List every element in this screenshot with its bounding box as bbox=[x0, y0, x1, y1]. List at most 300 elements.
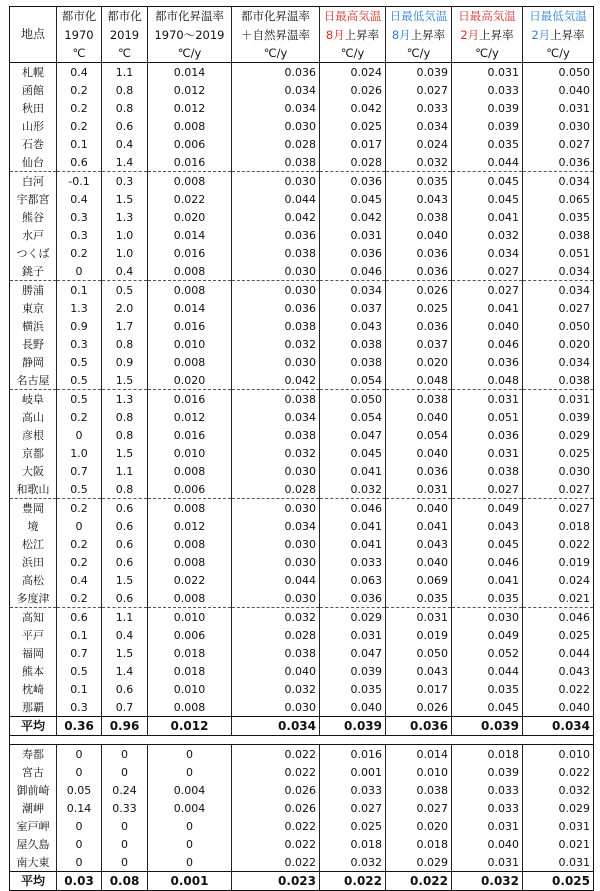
cell-urban-2019: 0.24 bbox=[102, 781, 148, 799]
cell-urban-1970: 0 bbox=[57, 262, 102, 281]
cell-aug-min-rate: 0.040 bbox=[386, 499, 452, 518]
header-col8-line2 bbox=[452, 26, 523, 44]
cell-aug-max-rate: 0.022 bbox=[320, 872, 386, 891]
cell-feb-max-rate: 0.033 bbox=[452, 81, 523, 99]
temperature-table-sheet bbox=[9, 6, 593, 891]
cell-place: 彦根 bbox=[22, 428, 44, 442]
cell-place: つくば bbox=[16, 246, 50, 260]
cell-feb-min-rate: 0.025 bbox=[523, 872, 594, 891]
cell-aug-min-rate: 0.035 bbox=[386, 172, 452, 191]
header-col2-line2: 1970 bbox=[57, 26, 102, 44]
table-row bbox=[10, 745, 594, 764]
table-row bbox=[10, 153, 594, 172]
header-col5-line2: ＋自然昇温率 bbox=[232, 26, 320, 44]
cell-urban-plus-natural-rate: 0.042 bbox=[232, 208, 320, 226]
cell-feb-min-rate: 0.019 bbox=[523, 553, 594, 571]
cell-urban-plus-natural-rate: 0.034 bbox=[232, 517, 320, 535]
cell-urban-1970: 0.2 bbox=[57, 589, 102, 608]
cell-aug-max-rate: 0.036 bbox=[320, 244, 386, 262]
cell-feb-min-rate: 0.025 bbox=[523, 626, 594, 644]
cell-urban-2019: 1.4 bbox=[102, 662, 148, 680]
cell-urban-1970: 0.2 bbox=[57, 499, 102, 518]
cell-feb-min-rate: 0.034 bbox=[523, 353, 594, 371]
table-row bbox=[10, 172, 594, 191]
cell-aug-max-rate: 0.042 bbox=[320, 208, 386, 226]
cell-urban-rate: 0.008 bbox=[148, 462, 232, 480]
cell-feb-min-rate: 0.046 bbox=[523, 608, 594, 627]
cell-aug-min-rate: 0.031 bbox=[386, 608, 452, 627]
cell-urban-plus-natural-rate: 0.030 bbox=[232, 462, 320, 480]
cell-place: 多度津 bbox=[16, 591, 50, 605]
cell-feb-min-rate: 0.024 bbox=[523, 571, 594, 589]
cell-place: 豊岡 bbox=[10, 499, 57, 518]
header-col9-unit: ℃/y bbox=[523, 44, 594, 63]
cell-aug-max-rate: 0.025 bbox=[320, 817, 386, 835]
cell-feb-min-rate: 0.034 bbox=[523, 717, 594, 736]
cell-place: 高松 bbox=[22, 573, 44, 587]
cell-place: 銚子 bbox=[22, 264, 44, 278]
cell-feb-min-rate: 0.043 bbox=[523, 662, 594, 680]
cell-urban-rate: 0.004 bbox=[148, 799, 232, 817]
cell-urban-rate: 0.012 bbox=[148, 408, 232, 426]
cell-urban-1970: 0.5 bbox=[57, 480, 102, 499]
cell-feb-min-rate: 0.065 bbox=[523, 190, 594, 208]
cell-urban-plus-natural-rate: 0.030 bbox=[232, 553, 320, 571]
cell-urban-2019: 1.1 bbox=[102, 608, 148, 627]
cell-aug-max-rate: 0.047 bbox=[320, 644, 386, 662]
cell-feb-min-rate: 0.027 bbox=[523, 480, 594, 499]
cell-urban-rate: 0.018 bbox=[148, 662, 232, 680]
cell-place: 南大東 bbox=[16, 855, 50, 869]
cell-feb-min-rate: 0.029 bbox=[523, 799, 594, 817]
cell-aug-min-rate: 0.035 bbox=[386, 589, 452, 608]
cell-feb-max-rate: 0.031 bbox=[452, 853, 523, 872]
table-row bbox=[10, 817, 594, 835]
header-col3-line1: 都市化 bbox=[102, 7, 148, 27]
cell-feb-max-rate: 0.040 bbox=[452, 835, 523, 853]
table-row bbox=[10, 371, 594, 390]
cell-urban-rate: 0.014 bbox=[148, 226, 232, 244]
temperature-table bbox=[9, 6, 594, 891]
cell-urban-2019: 0.6 bbox=[102, 517, 148, 535]
cell-feb-min-rate: 0.022 bbox=[523, 680, 594, 698]
cell-urban-rate: 0.016 bbox=[148, 317, 232, 335]
cell-urban-plus-natural-rate: 0.036 bbox=[232, 299, 320, 317]
cell-aug-min-rate: 0.050 bbox=[386, 644, 452, 662]
cell-urban-1970: 0.7 bbox=[57, 644, 102, 662]
cell-aug-max-rate: 0.039 bbox=[320, 662, 386, 680]
cell-urban-plus-natural-rate: 0.032 bbox=[232, 444, 320, 462]
table-row bbox=[10, 799, 594, 817]
header-col4-unit: ℃/y bbox=[148, 44, 232, 63]
cell-aug-max-rate: 0.034 bbox=[320, 281, 386, 300]
cell-place: 熊本 bbox=[22, 664, 44, 678]
cell-aug-max-rate: 0.001 bbox=[320, 763, 386, 781]
cell-urban-rate: 0 bbox=[148, 817, 232, 835]
cell-aug-min-rate: 0.026 bbox=[386, 281, 452, 300]
cell-feb-max-rate: 0.043 bbox=[452, 517, 523, 535]
table-row bbox=[10, 135, 594, 153]
cell-aug-max-rate: 0.027 bbox=[320, 799, 386, 817]
cell-urban-rate: 0 bbox=[148, 763, 232, 781]
cell-urban-1970: 0.7 bbox=[57, 462, 102, 480]
cell-feb-min-rate: 0.020 bbox=[523, 335, 594, 353]
cell-urban-2019: 0.4 bbox=[102, 262, 148, 281]
cell-feb-min-rate: 0.031 bbox=[523, 817, 594, 835]
table-row bbox=[10, 353, 594, 371]
table-row bbox=[10, 662, 594, 680]
cell-urban-2019: 1.5 bbox=[102, 190, 148, 208]
cell-aug-min-rate: 0.032 bbox=[386, 153, 452, 172]
cell-urban-rate: 0.004 bbox=[148, 781, 232, 799]
cell-feb-min-rate: 0.031 bbox=[523, 99, 594, 117]
cell-feb-max-rate: 0.049 bbox=[452, 499, 523, 518]
cell-urban-rate: 0.010 bbox=[148, 335, 232, 353]
cell-feb-min-rate: 0.040 bbox=[523, 698, 594, 717]
cell-aug-max-rate: 0.026 bbox=[320, 81, 386, 99]
cell-urban-2019: 0.4 bbox=[102, 135, 148, 153]
cell-place: 寿都 bbox=[10, 745, 57, 764]
cell-aug-min-rate: 0.039 bbox=[386, 63, 452, 82]
cell-urban-rate: 0.016 bbox=[148, 153, 232, 172]
cell-feb-min-rate: 0.050 bbox=[523, 317, 594, 335]
cell-urban-2019: 1.5 bbox=[102, 571, 148, 589]
cell-feb-min-rate: 0.030 bbox=[523, 462, 594, 480]
cell-feb-max-rate: 0.038 bbox=[452, 462, 523, 480]
cell-urban-rate: 0.008 bbox=[148, 281, 232, 300]
cell-aug-min-rate: 0.038 bbox=[386, 390, 452, 409]
cell-urban-rate: 0.008 bbox=[148, 262, 232, 281]
cell-urban-2019: 1.7 bbox=[102, 317, 148, 335]
cell-urban-plus-natural-rate: 0.038 bbox=[232, 426, 320, 444]
cell-place: 札幌 bbox=[22, 65, 44, 79]
cell-place: 和歌山 bbox=[16, 482, 50, 496]
cell-feb-min-rate: 0.034 bbox=[523, 281, 594, 300]
cell-urban-plus-natural-rate: 0.038 bbox=[232, 390, 320, 409]
cell-feb-max-rate: 0.027 bbox=[452, 262, 523, 281]
urban-stations-body bbox=[10, 63, 594, 736]
cell-feb-min-rate: 0.035 bbox=[523, 208, 594, 226]
table-row bbox=[10, 208, 594, 226]
cell-urban-1970: 0.14 bbox=[57, 799, 102, 817]
cell-urban-rate: 0.008 bbox=[148, 553, 232, 571]
header-col9-line1: 日最低気温 bbox=[523, 7, 594, 27]
cell-place: 東京 bbox=[22, 301, 44, 315]
cell-feb-min-rate: 0.030 bbox=[523, 117, 594, 135]
cell-urban-rate: 0.008 bbox=[148, 172, 232, 191]
cell-feb-max-rate: 0.040 bbox=[452, 317, 523, 335]
cell-aug-max-rate: 0.038 bbox=[320, 335, 386, 353]
cell-urban-rate: 0.014 bbox=[148, 63, 232, 82]
cell-urban-plus-natural-rate: 0.034 bbox=[232, 408, 320, 426]
cell-urban-2019: 0 bbox=[102, 745, 148, 764]
cell-urban-2019: 0.33 bbox=[102, 799, 148, 817]
table-row bbox=[10, 608, 594, 627]
cell-urban-plus-natural-rate: 0.022 bbox=[232, 817, 320, 835]
cell-place: 熊谷 bbox=[22, 210, 44, 224]
cell-urban-1970: 0.5 bbox=[57, 390, 102, 409]
cell-place: 平均 bbox=[10, 717, 57, 736]
cell-urban-1970: 0.03 bbox=[57, 872, 102, 891]
header-col9-month: 2月 bbox=[531, 27, 551, 42]
cell-place: 那覇 bbox=[22, 700, 44, 714]
cell-urban-1970: 0.1 bbox=[57, 680, 102, 698]
cell-urban-plus-natural-rate: 0.032 bbox=[232, 335, 320, 353]
cell-aug-min-rate: 0.043 bbox=[386, 535, 452, 553]
cell-feb-min-rate: 0.034 bbox=[523, 172, 594, 191]
cell-feb-min-rate: 0.021 bbox=[523, 835, 594, 853]
cell-urban-rate: 0.012 bbox=[148, 717, 232, 736]
cell-urban-rate: 0.008 bbox=[148, 589, 232, 608]
cell-aug-max-rate: 0.036 bbox=[320, 589, 386, 608]
cell-urban-1970: 0 bbox=[57, 835, 102, 853]
header-col6-unit: ℃/y bbox=[320, 44, 386, 63]
table-row bbox=[10, 408, 594, 426]
cell-urban-plus-natural-rate: 0.023 bbox=[232, 872, 320, 891]
header-col9-line2 bbox=[523, 26, 594, 44]
cell-aug-min-rate: 0.041 bbox=[386, 517, 452, 535]
table-row bbox=[10, 299, 594, 317]
header-col4-line2: 1970〜2019 bbox=[148, 26, 232, 44]
cell-place: 静岡 bbox=[22, 355, 44, 369]
cell-aug-min-rate: 0.040 bbox=[386, 226, 452, 244]
cell-urban-1970: 0.36 bbox=[57, 717, 102, 736]
cell-place: 枕崎 bbox=[22, 682, 44, 696]
cell-place: 潮岬 bbox=[22, 801, 44, 815]
cell-place: 浜田 bbox=[22, 555, 44, 569]
cell-urban-plus-natural-rate: 0.036 bbox=[232, 226, 320, 244]
cell-feb-min-rate: 0.051 bbox=[523, 244, 594, 262]
table-row bbox=[10, 853, 594, 872]
cell-aug-max-rate: 0.041 bbox=[320, 535, 386, 553]
cell-feb-max-rate: 0.035 bbox=[452, 680, 523, 698]
cell-urban-2019: 0.6 bbox=[102, 680, 148, 698]
cell-aug-max-rate: 0.031 bbox=[320, 626, 386, 644]
cell-feb-min-rate: 0.040 bbox=[523, 81, 594, 99]
cell-feb-min-rate: 0.027 bbox=[523, 135, 594, 153]
cell-aug-max-rate: 0.063 bbox=[320, 571, 386, 589]
cell-feb-max-rate: 0.031 bbox=[452, 444, 523, 462]
header-col6-line2 bbox=[320, 26, 386, 44]
cell-feb-max-rate: 0.033 bbox=[452, 781, 523, 799]
cell-urban-1970: 0.2 bbox=[57, 117, 102, 135]
table-row bbox=[10, 535, 594, 553]
cell-place: 御前崎 bbox=[16, 783, 50, 797]
cell-place: 横浜 bbox=[22, 319, 44, 333]
header-col8-rate: 上昇率 bbox=[479, 27, 514, 42]
cell-urban-plus-natural-rate: 0.034 bbox=[232, 81, 320, 99]
header-col4-line1: 都市化昇温率 bbox=[148, 7, 232, 27]
cell-urban-2019: 1.1 bbox=[102, 63, 148, 82]
cell-aug-max-rate: 0.050 bbox=[320, 390, 386, 409]
cell-urban-2019: 0.4 bbox=[102, 626, 148, 644]
cell-urban-1970: 0.3 bbox=[57, 335, 102, 353]
cell-urban-2019: 0.96 bbox=[102, 717, 148, 736]
cell-aug-min-rate: 0.037 bbox=[386, 335, 452, 353]
cell-aug-max-rate: 0.031 bbox=[320, 226, 386, 244]
cell-feb-max-rate: 0.039 bbox=[452, 117, 523, 135]
cell-place: 室戸岬 bbox=[16, 819, 50, 833]
table-row bbox=[10, 226, 594, 244]
reference-stations-body bbox=[10, 736, 594, 891]
table-row bbox=[10, 63, 594, 82]
cell-urban-rate: 0.012 bbox=[148, 81, 232, 99]
cell-feb-max-rate: 0.039 bbox=[452, 763, 523, 781]
cell-urban-plus-natural-rate: 0.030 bbox=[232, 172, 320, 191]
cell-aug-min-rate: 0.026 bbox=[386, 698, 452, 717]
cell-urban-2019: 2.0 bbox=[102, 299, 148, 317]
table-row bbox=[10, 781, 594, 799]
table-row bbox=[10, 190, 594, 208]
cell-feb-min-rate: 0.039 bbox=[523, 408, 594, 426]
cell-aug-max-rate: 0.035 bbox=[320, 680, 386, 698]
cell-place: 高山 bbox=[22, 410, 44, 424]
header-col2-line1: 都市化 bbox=[57, 7, 102, 27]
cell-feb-min-rate: 0.029 bbox=[523, 426, 594, 444]
cell-urban-2019: 1.5 bbox=[102, 371, 148, 390]
cell-urban-plus-natural-rate: 0.038 bbox=[232, 317, 320, 335]
cell-aug-min-rate: 0.043 bbox=[386, 662, 452, 680]
cell-urban-plus-natural-rate: 0.038 bbox=[232, 244, 320, 262]
cell-feb-max-rate: 0.052 bbox=[452, 644, 523, 662]
cell-urban-2019: 1.0 bbox=[102, 226, 148, 244]
cell-urban-2019: 0.8 bbox=[102, 480, 148, 499]
cell-aug-min-rate: 0.033 bbox=[386, 99, 452, 117]
cell-place: 石巻 bbox=[22, 137, 44, 151]
table-row bbox=[10, 426, 594, 444]
cell-urban-plus-natural-rate: 0.026 bbox=[232, 781, 320, 799]
cell-urban-plus-natural-rate: 0.040 bbox=[232, 662, 320, 680]
header-col6-month: 8月 bbox=[325, 27, 345, 42]
cell-aug-min-rate: 0.010 bbox=[386, 763, 452, 781]
cell-feb-min-rate: 0.021 bbox=[523, 589, 594, 608]
cell-place: 名古屋 bbox=[16, 373, 50, 387]
header-col8-month: 2月 bbox=[460, 27, 480, 42]
cell-urban-rate: 0.016 bbox=[148, 244, 232, 262]
cell-urban-plus-natural-rate: 0.022 bbox=[232, 853, 320, 872]
cell-urban-2019: 0 bbox=[102, 817, 148, 835]
cell-place: 平均 bbox=[10, 872, 57, 891]
cell-aug-min-rate: 0.038 bbox=[386, 208, 452, 226]
header-col7-month: 8月 bbox=[391, 27, 411, 42]
cell-urban-rate: 0.012 bbox=[148, 517, 232, 535]
cell-urban-1970: 0.5 bbox=[57, 371, 102, 390]
table-row bbox=[10, 589, 594, 608]
cell-urban-rate: 0.006 bbox=[148, 626, 232, 644]
cell-urban-1970: 0.5 bbox=[57, 353, 102, 371]
header-col7-rate: 上昇率 bbox=[410, 27, 446, 42]
table-row bbox=[10, 244, 594, 262]
cell-urban-2019: 1.4 bbox=[102, 153, 148, 172]
cell-place: 福岡 bbox=[22, 646, 44, 660]
cell-feb-max-rate: 0.041 bbox=[452, 299, 523, 317]
cell-feb-max-rate: 0.030 bbox=[452, 608, 523, 627]
cell-place: 岐阜 bbox=[10, 390, 57, 409]
cell-urban-rate: 0.008 bbox=[148, 117, 232, 135]
table-row bbox=[10, 644, 594, 662]
table-row bbox=[10, 499, 594, 518]
cell-urban-plus-natural-rate: 0.030 bbox=[232, 262, 320, 281]
cell-feb-max-rate: 0.033 bbox=[452, 799, 523, 817]
table-row bbox=[10, 81, 594, 99]
cell-aug-max-rate: 0.046 bbox=[320, 499, 386, 518]
table-row bbox=[10, 317, 594, 335]
cell-aug-max-rate: 0.054 bbox=[320, 408, 386, 426]
cell-aug-max-rate: 0.054 bbox=[320, 371, 386, 390]
cell-aug-min-rate: 0.048 bbox=[386, 371, 452, 390]
cell-aug-min-rate: 0.054 bbox=[386, 426, 452, 444]
cell-place: 仙台 bbox=[22, 155, 44, 169]
cell-urban-plus-natural-rate: 0.038 bbox=[232, 644, 320, 662]
cell-urban-1970: 0.9 bbox=[57, 317, 102, 335]
header-col6-line1: 日最高気温 bbox=[320, 7, 386, 27]
cell-feb-min-rate: 0.032 bbox=[523, 781, 594, 799]
cell-urban-1970: 0 bbox=[57, 745, 102, 764]
cell-feb-max-rate: 0.027 bbox=[452, 480, 523, 499]
cell-feb-min-rate: 0.038 bbox=[523, 226, 594, 244]
cell-place: 長野 bbox=[22, 337, 44, 351]
cell-place: 平戸 bbox=[22, 628, 44, 642]
cell-feb-min-rate: 0.036 bbox=[523, 153, 594, 172]
cell-urban-1970: 0.2 bbox=[57, 81, 102, 99]
cell-feb-max-rate: 0.048 bbox=[452, 371, 523, 390]
cell-feb-max-rate: 0.032 bbox=[452, 872, 523, 891]
cell-aug-max-rate: 0.041 bbox=[320, 517, 386, 535]
cell-aug-min-rate: 0.040 bbox=[386, 408, 452, 426]
cell-urban-2019: 0.6 bbox=[102, 589, 148, 608]
cell-aug-min-rate: 0.029 bbox=[386, 853, 452, 872]
table-row bbox=[10, 626, 594, 644]
cell-urban-2019: 0.8 bbox=[102, 426, 148, 444]
cell-urban-plus-natural-rate: 0.022 bbox=[232, 745, 320, 764]
table-row bbox=[10, 99, 594, 117]
cell-aug-max-rate: 0.046 bbox=[320, 262, 386, 281]
cell-urban-rate: 0.008 bbox=[148, 499, 232, 518]
cell-urban-plus-natural-rate: 0.022 bbox=[232, 763, 320, 781]
cell-feb-max-rate: 0.049 bbox=[452, 626, 523, 644]
cell-feb-max-rate: 0.036 bbox=[452, 353, 523, 371]
cell-aug-max-rate: 0.047 bbox=[320, 426, 386, 444]
cell-aug-min-rate: 0.036 bbox=[386, 462, 452, 480]
cell-feb-max-rate: 0.031 bbox=[452, 63, 523, 82]
cell-urban-1970: 0.2 bbox=[57, 408, 102, 426]
cell-urban-rate: 0.008 bbox=[148, 353, 232, 371]
cell-place: 白河 bbox=[10, 172, 57, 191]
cell-urban-1970: 0.2 bbox=[57, 535, 102, 553]
cell-aug-min-rate: 0.040 bbox=[386, 553, 452, 571]
cell-aug-max-rate: 0.025 bbox=[320, 117, 386, 135]
cell-urban-1970: 0.1 bbox=[57, 626, 102, 644]
cell-feb-max-rate: 0.031 bbox=[452, 817, 523, 835]
table-row bbox=[10, 480, 594, 499]
cell-feb-max-rate: 0.035 bbox=[452, 135, 523, 153]
cell-urban-rate: 0 bbox=[148, 853, 232, 872]
cell-urban-2019: 1.3 bbox=[102, 390, 148, 409]
cell-feb-max-rate: 0.032 bbox=[452, 226, 523, 244]
cell-feb-max-rate: 0.018 bbox=[452, 745, 523, 764]
cell-urban-2019: 1.5 bbox=[102, 444, 148, 462]
cell-aug-max-rate: 0.045 bbox=[320, 190, 386, 208]
cell-urban-plus-natural-rate: 0.030 bbox=[232, 698, 320, 717]
cell-urban-1970: 0.6 bbox=[57, 608, 102, 627]
cell-urban-rate: 0.010 bbox=[148, 444, 232, 462]
table-row bbox=[10, 698, 594, 717]
cell-aug-min-rate: 0.027 bbox=[386, 799, 452, 817]
cell-aug-max-rate: 0.036 bbox=[320, 172, 386, 191]
section-gap-cell bbox=[10, 736, 594, 745]
cell-urban-1970: 0.6 bbox=[57, 153, 102, 172]
cell-place: 屋久島 bbox=[16, 837, 50, 851]
